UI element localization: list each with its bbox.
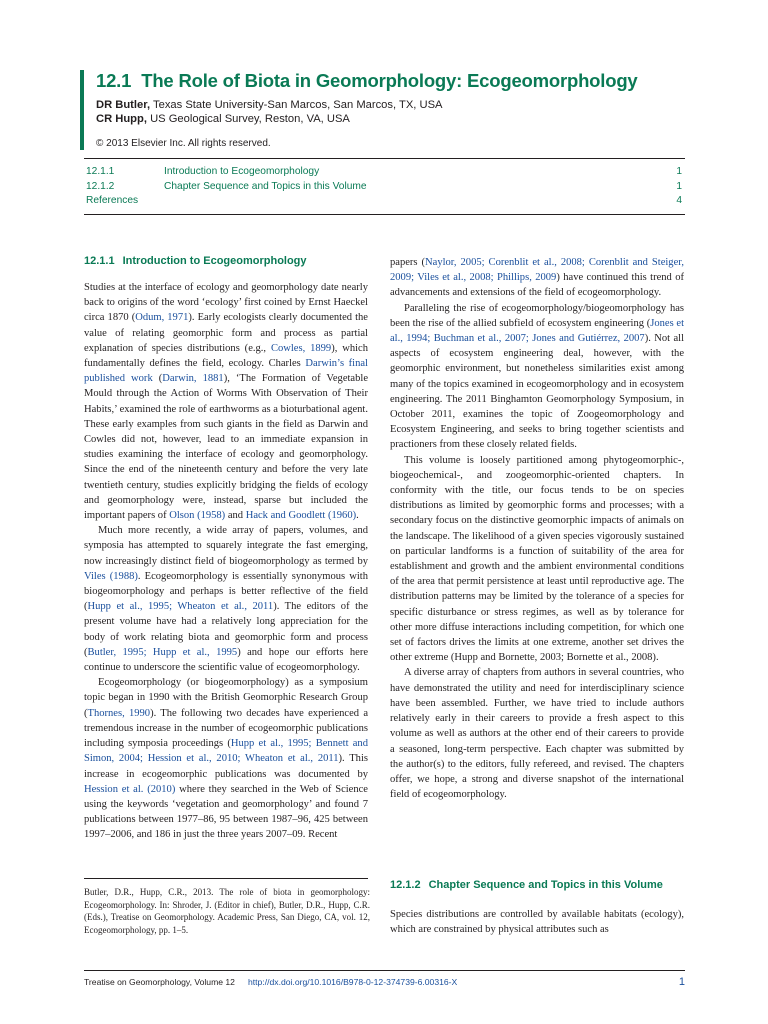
- paragraph: [390, 255, 684, 301]
- paragraph-text: ), ‘The Formation of Vegetable Mould through the Action of Worms With Observation of Their Habits,’ examined the role of earthworms as a bioturbational agent. These early examples from such giants in the field as Darwin and Cowles did not, however, lead to an immediate expansion in studies examining the interface of ecology and geomorphology. Since the end of the nineteenth century and before the very late twentieth century, studies explicitly bridging the fields of ecology and geomorphology were, instead, sparse but included the important papers of: [84, 373, 369, 522]
- author-2-affiliation: US Geological Survey, Reston, VA, USA: [150, 113, 350, 125]
- section-title: Chapter Sequence and Topics in this Volume: [428, 879, 663, 891]
- paragraph-text: . Ecogeomorphology is essentially synonymous with biogeomorphology and perhaps is better reflective of the field (: [84, 570, 369, 613]
- citation-link[interactable]: Odum, 1971: [135, 312, 189, 324]
- toc-page: 1: [676, 166, 682, 177]
- section-heading-1: [84, 255, 307, 267]
- author-2: [96, 112, 443, 126]
- left-column-body: [84, 280, 368, 843]
- paragraph: [390, 665, 684, 802]
- citation-link[interactable]: Jones et al., 1994; Buchman et al., 2007; Jones and Gutiérrez, 2007: [390, 317, 684, 345]
- toc-page: 1: [676, 180, 682, 192]
- footnote-rule: [84, 878, 368, 879]
- paragraph-text: (: [152, 373, 163, 385]
- citation-link[interactable]: Hession et al. (2010): [84, 783, 176, 795]
- author-1: [96, 98, 443, 112]
- chapter-title: [96, 70, 696, 92]
- right-column-body: [390, 255, 684, 802]
- citation-link[interactable]: Cowles, 1899: [270, 342, 332, 354]
- page-footer: [84, 977, 685, 987]
- paragraph: [390, 301, 684, 453]
- chapter-number: 12.1: [96, 70, 132, 91]
- paragraph-text: Paralleling the rise of ecogeomorphology/biogeomorphology has been the rise of the allied subfield of ecosystem engineering (: [390, 302, 684, 329]
- paragraph: [84, 523, 368, 675]
- section-title: Introduction to Ecogeomorphology: [122, 255, 307, 267]
- citation-link[interactable]: Hack and Goodlett (1960): [245, 510, 357, 522]
- paragraph-text: Ecogeomorphology (or biogeomorphology) as a symposium topic began in 1990 with the British Geomorphic Research Group (: [84, 677, 368, 719]
- section-2-body: [390, 907, 684, 937]
- page-number: 1: [678, 976, 685, 988]
- section-number: 12.1.2: [390, 879, 421, 891]
- toc-title: Chapter Sequence and Topics in this Volume: [164, 180, 367, 192]
- citation-link[interactable]: Darwin, 1881: [162, 373, 224, 385]
- citation-link[interactable]: Olson (1958): [169, 510, 226, 522]
- paragraph-text: ) have continued this trend of advancements and extensions of the field of ecogeomorphology.: [390, 272, 685, 299]
- author-list: [96, 98, 443, 126]
- author-2-name: CR Hupp,: [96, 113, 147, 125]
- paragraph-text: papers (: [390, 257, 426, 268]
- toc-row[interactable]: [86, 181, 682, 196]
- paragraph-text: Studies at the interface of ecology and geomorphology date nearly back to origins of the word ‘ecology’ first coined by Ernst Haeckel circa 1870 (: [84, 282, 368, 324]
- journal-volume: Treatise on Geomorphology, Volume 12: [84, 977, 235, 987]
- toc-number: References: [86, 195, 139, 206]
- toc-number: 12.1.1: [86, 166, 115, 177]
- author-1-name: DR Butler,: [96, 99, 151, 111]
- paragraph-text: .: [356, 510, 359, 522]
- paragraph-text: ) and hope our efforts here continue to underscore the scientific value of ecogeomorphology.: [84, 646, 369, 674]
- paragraph-text: ). The editors of the present volume have had a relatively long appreciation for the body of work relating biota and geomorphic form and process (: [84, 601, 368, 658]
- paragraph-text: A diverse array of chapters from authors in several countries, who have demonstrated the utility and need for interdisciplinary science have been assembled. Further, we have tried to include authors relatively early in their careers to provide a fresh aspect to this volume as well as authors at the other end of their careers to provide a seasoned, long-term perspective. Each chapter was submitted by the author(s) to the editors, fully refereed, and revised. The chapters offer, we hope, a strong and diverse snapshot of the international field of ecogeomorphology.: [390, 667, 684, 801]
- paragraph-text: where they searched in the Web of Science using the keywords ‘vegetation and geomorphology’ and found 7 publications between 1977–86, 95 between 1987–96, 425 between 1997–2006, and 186 in just the three years 2007–09. Recent: [84, 783, 368, 841]
- footer-rule: [84, 970, 685, 971]
- paragraph: [390, 453, 684, 666]
- toc-number: 12.1.2: [86, 180, 115, 192]
- author-1-affiliation: Texas State University-San Marcos, San Marcos, TX, USA: [153, 99, 443, 111]
- paragraph-text: ). Early ecologists clearly documented the value of relating geomorphic form and process as partial explanation of species distributions (e.g.,: [84, 312, 368, 354]
- paragraph-text: and: [225, 510, 246, 522]
- paragraph-text: Much more recently, a wide array of papers, volumes, and symposia has attempted to squarely integrate the fast emerging, now increasingly distinct field of biogeomorphology as termed by: [84, 525, 368, 567]
- section-number: 12.1.1: [84, 255, 115, 267]
- citation-footnote: Butler, D.R., Hupp, C.R., 2013. The role of biota in geomorphology: Ecogeomorphology. In: Shroder, J. (Editor in chief), Butler, D.R., Hupp, C.R. (Eds.), Treatise on Geomorphology. Academic Press, San Diego, CA, vol. 12, Ecogeomorphology, pp. 1–5.: [84, 887, 370, 935]
- paragraph-text: ). The following two decades have experienced a tremendous increase in the number of ecogeomorphic publications including symposia proceedings (: [84, 707, 368, 750]
- title-accent-bar: [80, 70, 84, 150]
- copyright-line: © 2013 Elsevier Inc. All rights reserved.: [96, 138, 271, 149]
- toc-bottom-rule: [84, 214, 685, 215]
- citation-link[interactable]: Darwin’s final published work: [84, 358, 368, 385]
- chapter-title-text: The Role of Biota in Geomorphology: Ecogeomorphology: [141, 70, 638, 91]
- toc-row[interactable]: [86, 195, 682, 210]
- paragraph-text: ), which fundamentally defines the field, ecology. Charles: [84, 342, 369, 370]
- citation-link[interactable]: Hupp et al., 1995; Wheaton et al., 2011: [87, 601, 274, 613]
- paragraph-text: ). This increase in ecogeomorphic publications was documented by: [84, 753, 368, 780]
- toc-title: Introduction to Ecogeomorphology: [164, 166, 320, 177]
- toc-page: 4: [676, 195, 682, 206]
- citation-link[interactable]: Naylor, 2005; Corenblit et al., 2008; Corenblit and Steiger, 2009; Viles et al., 2008; Phillips, 2009: [390, 257, 684, 284]
- citation-link[interactable]: Viles (1988): [84, 570, 138, 582]
- section-heading-2: [390, 879, 663, 891]
- paragraph-text: ). Not all aspects of ecosystem engineering deal, however, with the geomorphic environment, but nonetheless similarities exist among many of the topics examined in ecogeomorphology and in ecosystem engineering. The 2011 Binghamton Geomorphology Symposium, in October 2011, examines the topic of Zoogeomorphology and Ecosystem Engineering, and seeks to bring together scientists and practioners from these closely related fields.: [390, 333, 685, 451]
- doi-link[interactable]: http://dx.doi.org/10.1016/B978-0-12-374739-6.00316-X: [248, 977, 458, 987]
- paragraph: Species distributions are controlled by available habitats (ecology), which are constrained by physical attributes such as: [390, 909, 684, 936]
- citation-link[interactable]: Hupp et al., 1995; Bennett and Simon, 2004; Hession et al., 2010; Wheaton et al., 2011: [84, 738, 368, 765]
- table-of-contents: [86, 166, 682, 210]
- toc-top-rule: [84, 158, 685, 159]
- paragraph: [84, 280, 368, 523]
- paragraph: [84, 675, 368, 842]
- citation-link[interactable]: Butler, 1995; Hupp et al., 1995: [87, 646, 238, 658]
- toc-row[interactable]: [86, 166, 682, 181]
- citation-link[interactable]: Thornes, 1990: [87, 707, 151, 719]
- paragraph-text: This volume is loosely partitioned among phytogeomorphic-, biogeochemical-, and zoogeomorphic-oriented chapters. In conformity with the title, our focus tends to be on species distributions as limited by geomorphic forms and processes; with a secondary focus on the distinctive geomorphic impacts of animals on the landscape. The likelihood of a given species vigorously sustained on particular landforms is a function of suitability of the area for establishment and growth and the ambient environmental conditions of the area that permit persistence at least until reproductive age. The distribution patterns may be limited by the tolerance of a species for specific disturbance or stress regimes, as well as by tolerance for other more diffuse interactions including competition, for which one set of factors drives the limits at one extreme, another set drives the other extreme (Hupp and Bornette, 2003; Bornette et al., 2008).: [390, 454, 684, 664]
